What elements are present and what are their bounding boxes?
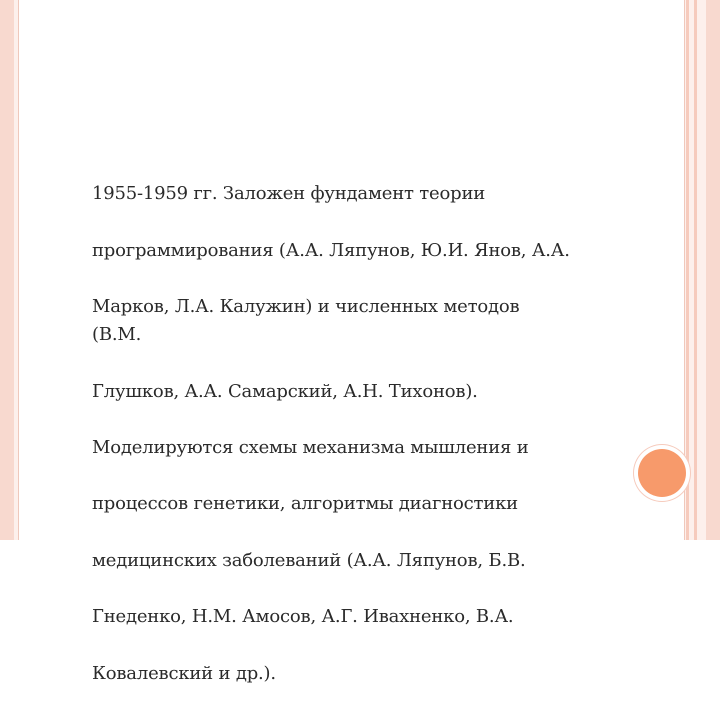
text-line: Гнеденко, Н.М. Амосов, А.Г. Ивахненко, В.А.	[92, 606, 514, 628]
text-line: 1955-1959 гг. Заложен фундамент теории	[92, 183, 486, 205]
text-line: Ковалевский и др.).	[92, 662, 276, 684]
text-line: медицинских заболеваний (А.А. Ляпунов, Б.В.	[92, 549, 526, 571]
slide-body-text	[92, 152, 572, 716]
decorative-stripe	[694, 0, 697, 540]
text-line: процессов генетики, алгоритмы диагностики	[92, 493, 518, 515]
text-line: Марков, Л.А. Калужин) и численных методов (В.М.	[92, 296, 520, 346]
accent-circle-decoration	[638, 449, 686, 497]
decorative-stripe	[686, 0, 689, 540]
text-line: программирования (А.А. Ляпунов, Ю.И. Янов, А.А.	[92, 239, 570, 261]
text-line: Глушков, А.А. Самарский, А.Н. Тихонов).	[92, 380, 478, 402]
text-line: Моделируются схемы механизма мышления и	[92, 437, 529, 459]
